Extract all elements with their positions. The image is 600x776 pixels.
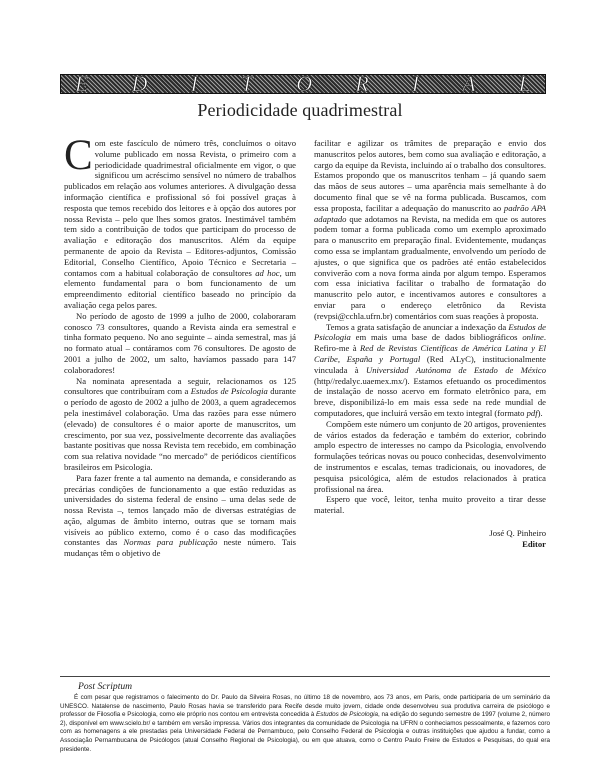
signature [314, 528, 546, 550]
banner-letter: D [131, 71, 148, 96]
right-column [314, 138, 546, 549]
editorial-banner [60, 71, 546, 96]
paragraph: Espero que você, leitor, tenha muito proveito a tirar desse material. [314, 494, 546, 516]
page-title: Periodicidade quadrimestral [197, 100, 403, 120]
paragraph: Para fazer frente a tal aumento na demanda, e considerando as precárias condições de funcionamento a que estão reduzidas as universidades do sistema federal de ensino – uma delas sede de nossa Revista –, temos lançado mão de diversas estratégias de ação, algumas de âmbito interno, outras que se tornam mais visíveis ao público externo, como é o caso das modificações constantes das Normas para publicação neste número. Tais mudanças têm o objetivo de [64, 472, 297, 559]
banner-letter: L [518, 71, 531, 96]
banner-letter: O [296, 71, 313, 96]
post-scriptum-title: Post Scriptum [78, 681, 133, 692]
signature-name: José Q. Pinheiro [489, 527, 546, 538]
paragraph: Na nominata apresentada a seguir, relacionamos os 125 consultores que contribuíram com a Estudos de Psicologia durante o período de agosto de 2002 a julho de 2003, a quem agradecemos pela inestimável colaboração. Uma das razões para esse número (elevado) de consultores é o maior aporte de manuscritos, um crescimento, por sua vez, possivelmente decorrente das avaliações bastante positivas que nossa Revista tem recebido, em combinação com sua relativa novidade “no mercado” de periódicos científicos brasileiros em Psicologia. [64, 375, 296, 472]
post-scriptum [60, 676, 550, 754]
paragraph: facilitar e agilizar os trâmites de preparação e envio dos manuscritos pelos autores, bem como sua avaliação e editoração, a cargo da equipe da Revista, incluindo aí o trabalho dos consultores. Estamos propondo que os manuscritos tenham – já quando saem das mãos de seus autores – uma aparência mais semelhante à do documento final que se vê na forma publicada. Buscamos, com essa proposta, facilitar a adequação do manuscrito ao padrão APA adaptado que adotamos na Revista, na medida em que os autores podem tomar a forma publicada como um exemplo aproximado para o manuscrito em preparação final. Evidentemente, mudanças como essa se implantam gradualmente, envolvendo um período de ajustes, o que significa que os padrões até então estabelecidos conviverão com a nova forma ainda por algum tempo. Esperamos com essa iniciativa facilitar o trabalho de formatação do manuscrito pelo autor, e incentivamos autores e consultores a enviar para o endereço eletrônico da Revista (revpsi@cchla.ufrn.br) comentários com suas reações à proposta. [314, 138, 546, 321]
paragraph: Com este fascículo de número três, concluímos o oitavo volume publicado em nossa Revista, o primeiro com a periodicidade quadrimestral oficialmente em vigor, o que significou um acréscimo sensível no número de trabalhos publicados em relação aos volumes anteriores. A divulgação dessa informação científica e profissional só foi possível graças à resposta que temos recebido dos leitores e à opção dos autores por nossa Revista – pelo que lhes somos gratos. Inestimável também tem sido a contribuição de todos que participam do processo de avaliação e editoração dos manuscritos. Além da equipe permanente de apoio da Revista – Editores-adjuntos, Comissão Editorial, Conselho Científico, Apoio Técnico e Secretaria – contamos com a habitual colaboração de consultores ad hoc, um elemento fundamental para o bom funcionamento de um empreendimento editorial científico baseado no princípio da avaliação cega pelos pares. [64, 132, 297, 310]
post-scriptum-text: É com pesar que registramos o falecimento do Dr. Paulo da Silveira Rosas, no último 18 de novembro, aos 73 anos, em Paris, onde participaria de um seminário da UNESCO. Natalense de nascimento, Paulo Rosas havia se transferido para Recife desde muito jovem, cidade onde desenvolveu sua produtiva carreira de psicólogo e professor de Filosofia e Psicologia, como ele próprio nos contou em entrevista concedida à Estudos de Psicologia, na edição do segundo semestre de 1997 (volume 2, número 2), disponível em www.scielo.br/ e também em versão impressa. Vários dos integrantes da comunidade de Psicologia na UFRN o conheciamos pessoalmente, e fazemos coro com as homenagens a ele prestadas pela Universidade Federal de Pernambuco, pelo Conselho Federal de Psicologia e outras instituições que ajudou a fundar, como a Associação Pernambucana de Psicólogos (atual Conselho Regional de Psicologia), ou em que atuava, como o Centro Paulo Freire de Estudos e Pesquisas, do qual era presidente. [60, 694, 550, 753]
signature-role: Editor [522, 538, 546, 549]
banner-letter: E [75, 71, 89, 96]
banner-letter: R [355, 71, 369, 96]
banner-letter: I [190, 71, 198, 96]
banner-letter: T [240, 71, 254, 96]
paragraph: Temos a grata satisfação de anunciar a indexação da Estudos de Psicologia em mais uma base de dados bibliográficos online. Refiro-me à Red de Revistas Científicas de América Latina y El Caribe, España y Portugal (Red ALyC), institucionalmente vinculada à Universidad Autónoma de Estado de México (http//redalyc.uaemex.mx/). Estamos efetuando os procedimentos de instalação de nosso acervo em formato eletrônico para, em breve, disponibilizá-lo em mais essa sede na rede mundial de computadores, que incluirá versão em texto integral (formato pdf). [314, 321, 546, 418]
paragraph: No período de agosto de 1999 a julho de 2000, colaboraram conosco 73 consultores, quando a Revista ainda era semestral e tinha formato pequeno. No ano seguinte – ainda semestral, mas já no formato atual – contáramos com 76 consultores. De agosto de 2001 a julho de 2002, um salto, havíamos passado para 147 colaboradores! [64, 310, 296, 375]
banner-letter: A [462, 71, 476, 96]
banner-letter: I [411, 71, 420, 96]
left-column [64, 132, 297, 559]
divider [60, 676, 550, 677]
paragraph: Compõem este número um conjunto de 20 artigos, provenientes de vários estados da federação e também do exterior, cobrindo amplo espectro de interesses no campo da Psicologia, envolvendo formulações teóricas novas ou pouco conhecidas, desenvolvimento de instrumentos e escalas, temas tradicionais, ou inovadores, de pesquisa psicológica, além de estudos relacionados à pratica profissional na área. [314, 418, 546, 494]
drop-cap: C [64, 132, 93, 179]
